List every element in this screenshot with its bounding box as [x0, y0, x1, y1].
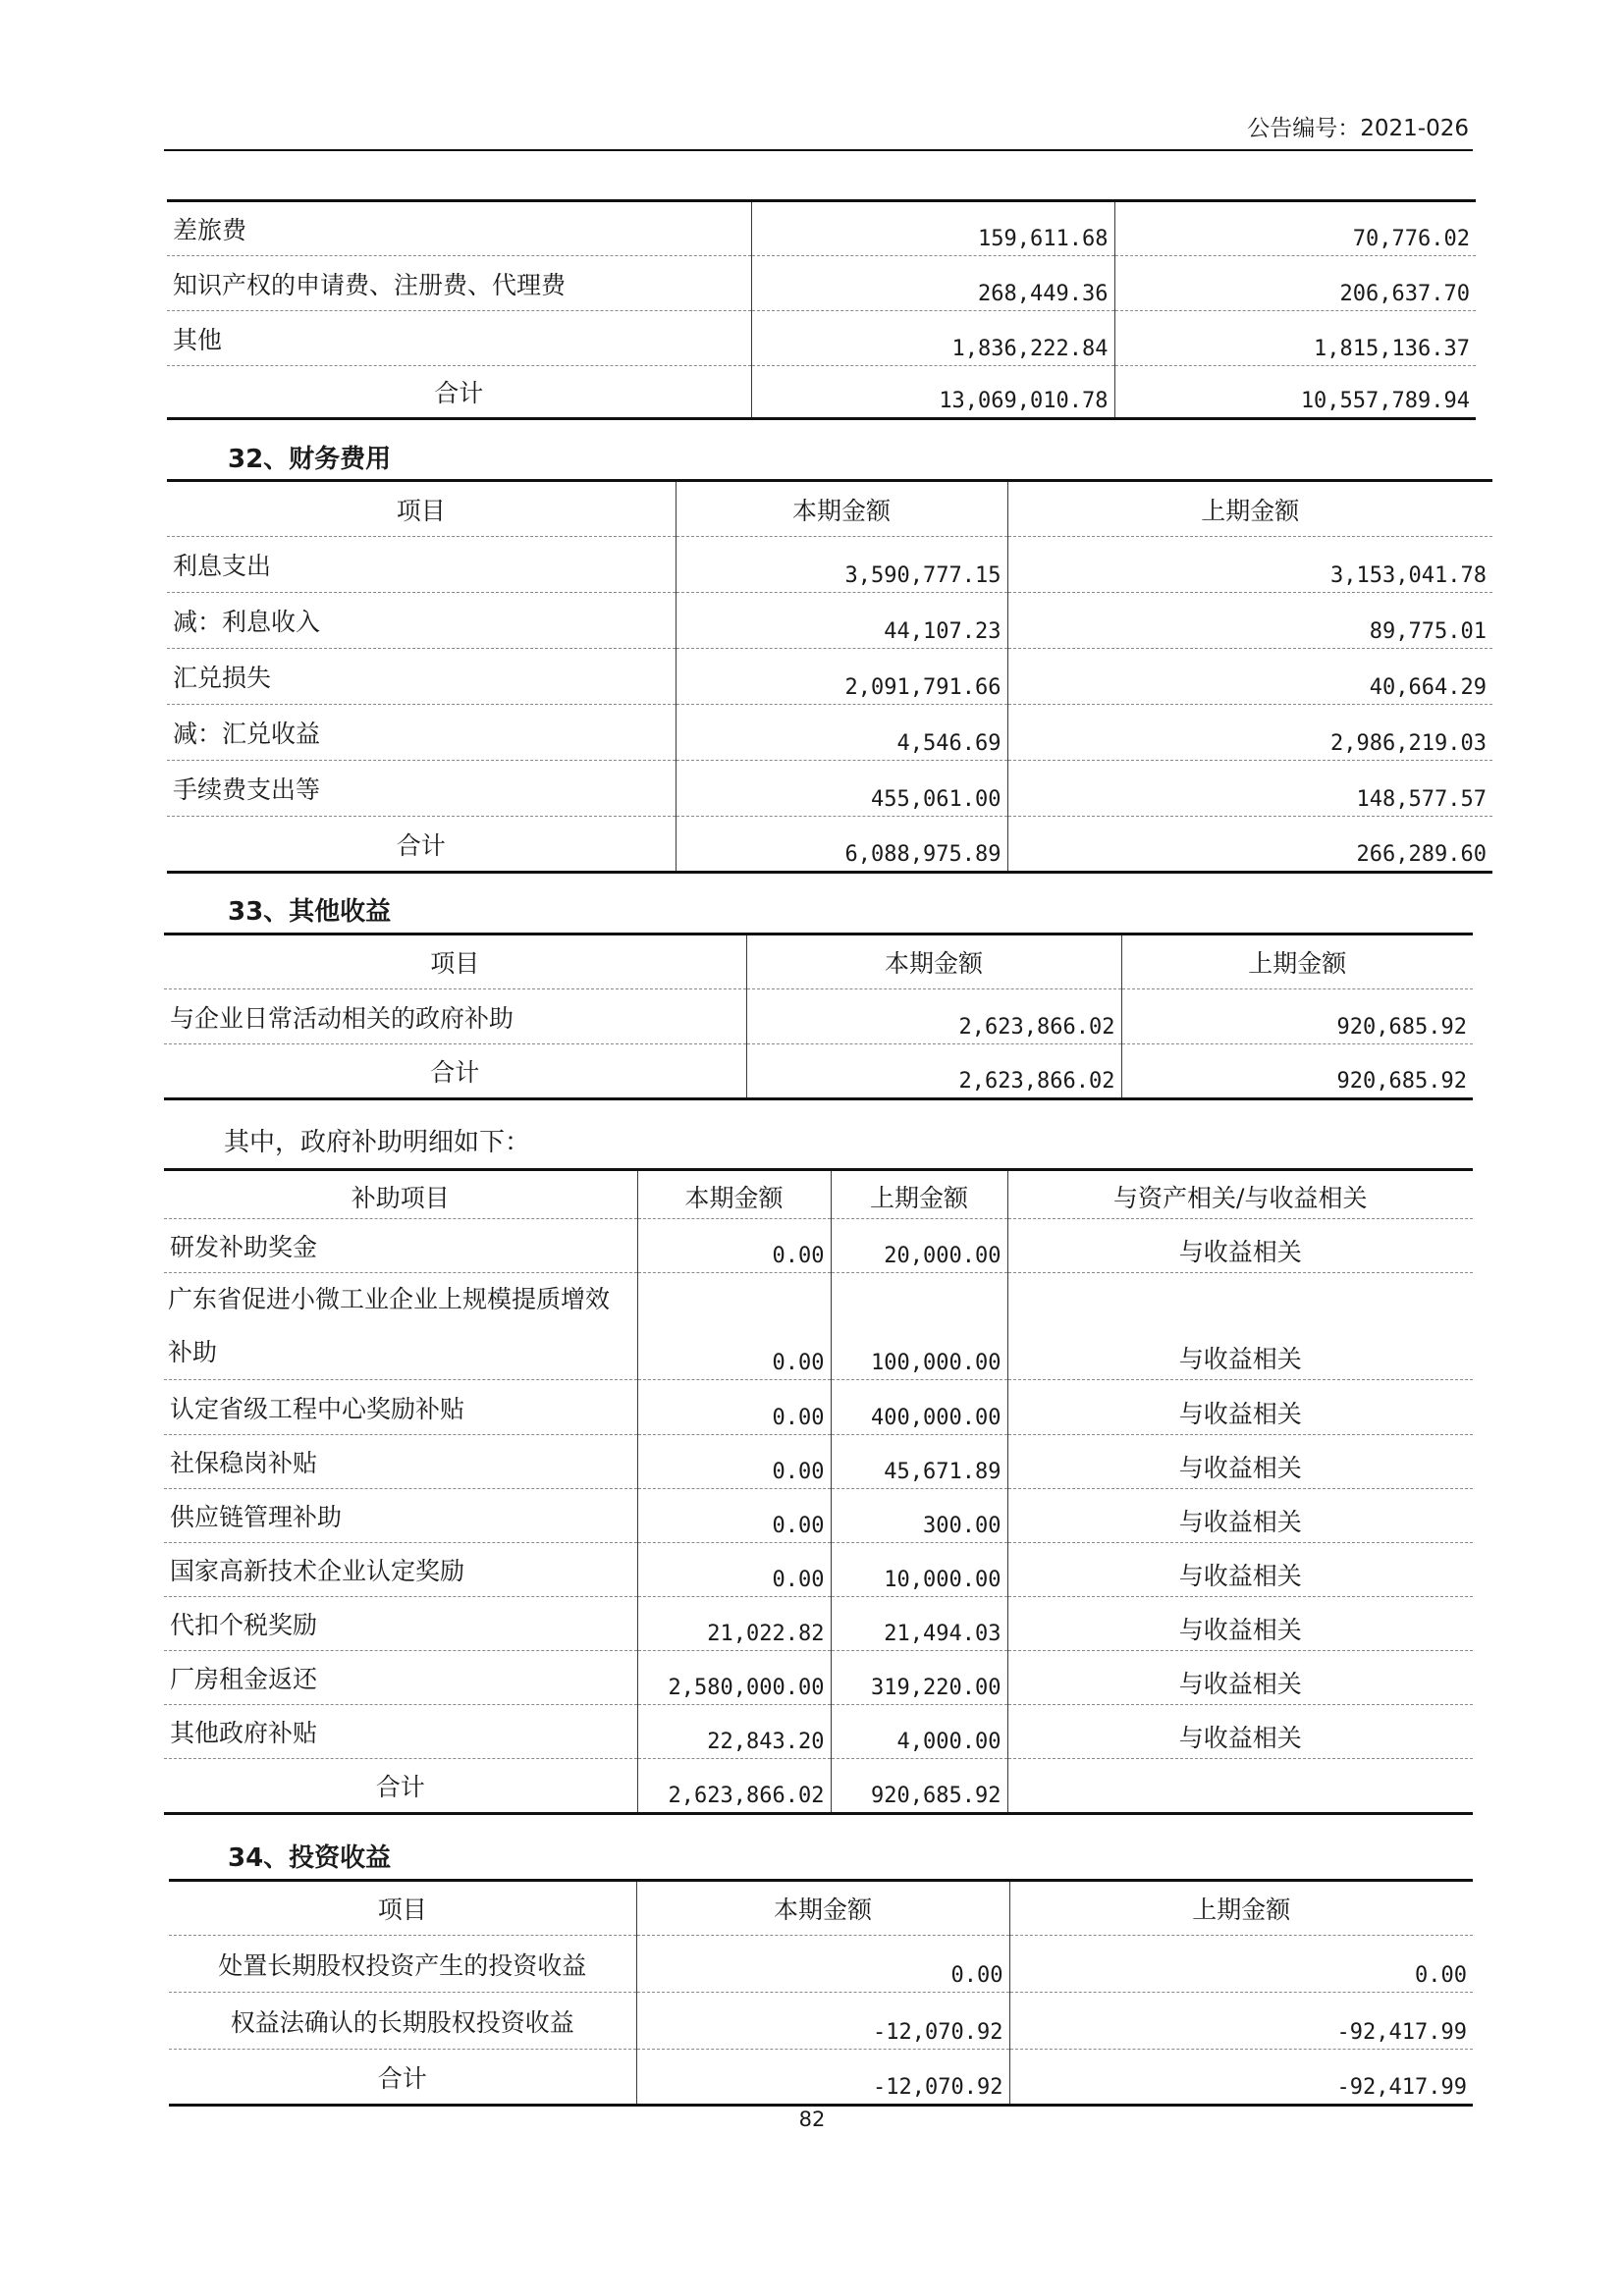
total-current: 2,623,866.02: [637, 1759, 831, 1814]
col-header-previous: 上期金额: [831, 1170, 1007, 1219]
row-item: 其他政府补贴: [164, 1705, 637, 1759]
row-type: 与收益相关: [1007, 1273, 1473, 1380]
table-row: [164, 1273, 1473, 1380]
total-label: 合计: [167, 366, 751, 419]
row-current: 44,107.23: [676, 593, 1007, 649]
row-current: 21,022.82: [637, 1597, 831, 1651]
row-type: 与收益相关: [1007, 1380, 1473, 1435]
header-row: [167, 481, 1492, 537]
row-previous: 1,815,136.37: [1114, 311, 1476, 366]
row-item: 广东省促进小微工业企业上规模提质增效补助: [164, 1273, 637, 1380]
row-current: 159,611.68: [751, 201, 1114, 256]
row-current: -12,070.92: [636, 1993, 1009, 2050]
row-item: 处置长期股权投资产生的投资收益: [169, 1936, 636, 1993]
total-previous: 10,557,789.94: [1114, 366, 1476, 419]
table-row: [167, 311, 1476, 366]
row-current: 0.00: [637, 1435, 831, 1489]
subsidy-detail-table: [164, 1168, 1473, 1815]
col-header-previous: 上期金额: [1009, 1881, 1473, 1936]
header-row: [164, 1170, 1473, 1219]
row-current: 0.00: [636, 1936, 1009, 1993]
row-current: 1,836,222.84: [751, 311, 1114, 366]
row-previous: 89,775.01: [1007, 593, 1492, 649]
total-row: [169, 2050, 1473, 2106]
continued-expense-table: [167, 199, 1476, 420]
row-previous: 20,000.00: [831, 1219, 1007, 1273]
row-previous: 40,664.29: [1007, 649, 1492, 705]
row-item: 供应链管理补助: [164, 1489, 637, 1543]
row-current: 0.00: [637, 1489, 831, 1543]
col-header-type: 与资产相关/与收益相关: [1007, 1170, 1473, 1219]
table-row: [167, 201, 1476, 256]
row-previous: 3,153,041.78: [1007, 537, 1492, 593]
total-previous: 920,685.92: [831, 1759, 1007, 1814]
total-row: [164, 1759, 1473, 1814]
row-item: 利息支出: [167, 537, 676, 593]
row-previous: 300.00: [831, 1489, 1007, 1543]
table-row: [164, 1597, 1473, 1651]
row-type: 与收益相关: [1007, 1543, 1473, 1597]
section-33-title: 33、其他收益: [228, 897, 392, 927]
table-row: [164, 1219, 1473, 1273]
row-current: 2,580,000.00: [637, 1651, 831, 1705]
row-type: 与收益相关: [1007, 1705, 1473, 1759]
total-row: [167, 366, 1476, 419]
row-current: 0.00: [637, 1380, 831, 1435]
row-previous: 920,685.92: [1121, 989, 1473, 1044]
row-type: 与收益相关: [1007, 1219, 1473, 1273]
col-header-item: 补助项目: [164, 1170, 637, 1219]
total-previous: 266,289.60: [1007, 817, 1492, 873]
row-previous: 148,577.57: [1007, 761, 1492, 817]
row-previous: 100,000.00: [831, 1273, 1007, 1380]
row-previous: 4,000.00: [831, 1705, 1007, 1759]
row-item: 与企业日常活动相关的政府补助: [164, 989, 746, 1044]
total-current: 2,623,866.02: [746, 1044, 1121, 1099]
table-row: [167, 593, 1492, 649]
col-header-item: 项目: [169, 1881, 636, 1936]
row-current: 0.00: [637, 1219, 831, 1273]
total-current: 13,069,010.78: [751, 366, 1114, 419]
row-previous: 2,986,219.03: [1007, 705, 1492, 761]
col-header-item: 项目: [167, 481, 676, 537]
total-label: 合计: [164, 1759, 637, 1814]
col-header-current: 本期金额: [637, 1170, 831, 1219]
col-header-current: 本期金额: [636, 1881, 1009, 1936]
table-row: [167, 256, 1476, 311]
row-type: 与收益相关: [1007, 1489, 1473, 1543]
col-header-current: 本期金额: [746, 934, 1121, 989]
row-item: 其他: [167, 311, 751, 366]
table-row: [164, 989, 1473, 1044]
row-item: 手续费支出等: [167, 761, 676, 817]
table-row: [164, 1380, 1473, 1435]
row-item: 社保稳岗补贴: [164, 1435, 637, 1489]
row-previous: 319,220.00: [831, 1651, 1007, 1705]
total-label: 合计: [169, 2050, 636, 2106]
header-row: [169, 1881, 1473, 1936]
header-row: [164, 934, 1473, 989]
total-type: [1007, 1759, 1473, 1814]
table-row: [164, 1543, 1473, 1597]
row-current: 2,623,866.02: [746, 989, 1121, 1044]
row-previous: 45,671.89: [831, 1435, 1007, 1489]
subsidy-note: 其中，政府补助明细如下：: [224, 1128, 531, 1157]
row-type: 与收益相关: [1007, 1597, 1473, 1651]
col-header-previous: 上期金额: [1121, 934, 1473, 989]
row-previous: 206,637.70: [1114, 256, 1476, 311]
row-item: 减：汇兑收益: [167, 705, 676, 761]
row-item: 知识产权的申请费、注册费、代理费: [167, 256, 751, 311]
col-header-current: 本期金额: [676, 481, 1007, 537]
table-row: [167, 705, 1492, 761]
total-row: [164, 1044, 1473, 1099]
row-previous: 10,000.00: [831, 1543, 1007, 1597]
col-header-item: 项目: [164, 934, 746, 989]
row-item: 认定省级工程中心奖励补贴: [164, 1380, 637, 1435]
row-previous: 21,494.03: [831, 1597, 1007, 1651]
table-row: [167, 649, 1492, 705]
row-previous: 70,776.02: [1114, 201, 1476, 256]
row-item: 代扣个税奖励: [164, 1597, 637, 1651]
row-current: 0.00: [637, 1543, 831, 1597]
row-item: 厂房租金返还: [164, 1651, 637, 1705]
row-item: 权益法确认的长期股权投资收益: [169, 1993, 636, 2050]
total-previous: 920,685.92: [1121, 1044, 1473, 1099]
total-previous: -92,417.99: [1009, 2050, 1473, 2106]
row-previous: -92,417.99: [1009, 1993, 1473, 2050]
row-current: 455,061.00: [676, 761, 1007, 817]
table-row: [164, 1651, 1473, 1705]
table-row: [167, 761, 1492, 817]
table-row: [169, 1936, 1473, 1993]
row-item: 减：利息收入: [167, 593, 676, 649]
section-34-title: 34、投资收益: [228, 1843, 392, 1873]
finance-expense-table: [167, 479, 1492, 874]
page-number: 82: [798, 2108, 826, 2131]
table-row: [169, 1993, 1473, 2050]
row-current: 268,449.36: [751, 256, 1114, 311]
row-current: 2,091,791.66: [676, 649, 1007, 705]
investment-income-table: [169, 1879, 1473, 2107]
table-row: [164, 1489, 1473, 1543]
row-item: 研发补助奖金: [164, 1219, 637, 1273]
total-current: -12,070.92: [636, 2050, 1009, 2106]
other-income-table: [164, 933, 1473, 1100]
total-label: 合计: [164, 1044, 746, 1099]
col-header-previous: 上期金额: [1007, 481, 1492, 537]
row-current: 3,590,777.15: [676, 537, 1007, 593]
row-current: 22,843.20: [637, 1705, 831, 1759]
header-divider: [164, 149, 1473, 151]
table-row: [164, 1435, 1473, 1489]
row-current: 4,546.69: [676, 705, 1007, 761]
total-label: 合计: [167, 817, 676, 873]
row-current: 0.00: [637, 1273, 831, 1380]
row-type: 与收益相关: [1007, 1435, 1473, 1489]
total-row: [167, 817, 1492, 873]
total-current: 6,088,975.89: [676, 817, 1007, 873]
row-item: 国家高新技术企业认定奖励: [164, 1543, 637, 1597]
announcement-number: 公告编号：2021-026: [1247, 116, 1469, 141]
row-previous: 400,000.00: [831, 1380, 1007, 1435]
row-item: 差旅费: [167, 201, 751, 256]
table-row: [167, 537, 1492, 593]
row-item: 汇兑损失: [167, 649, 676, 705]
table-row: [164, 1705, 1473, 1759]
row-previous: 0.00: [1009, 1936, 1473, 1993]
section-32-title: 32、财务费用: [228, 445, 392, 474]
row-type: 与收益相关: [1007, 1651, 1473, 1705]
